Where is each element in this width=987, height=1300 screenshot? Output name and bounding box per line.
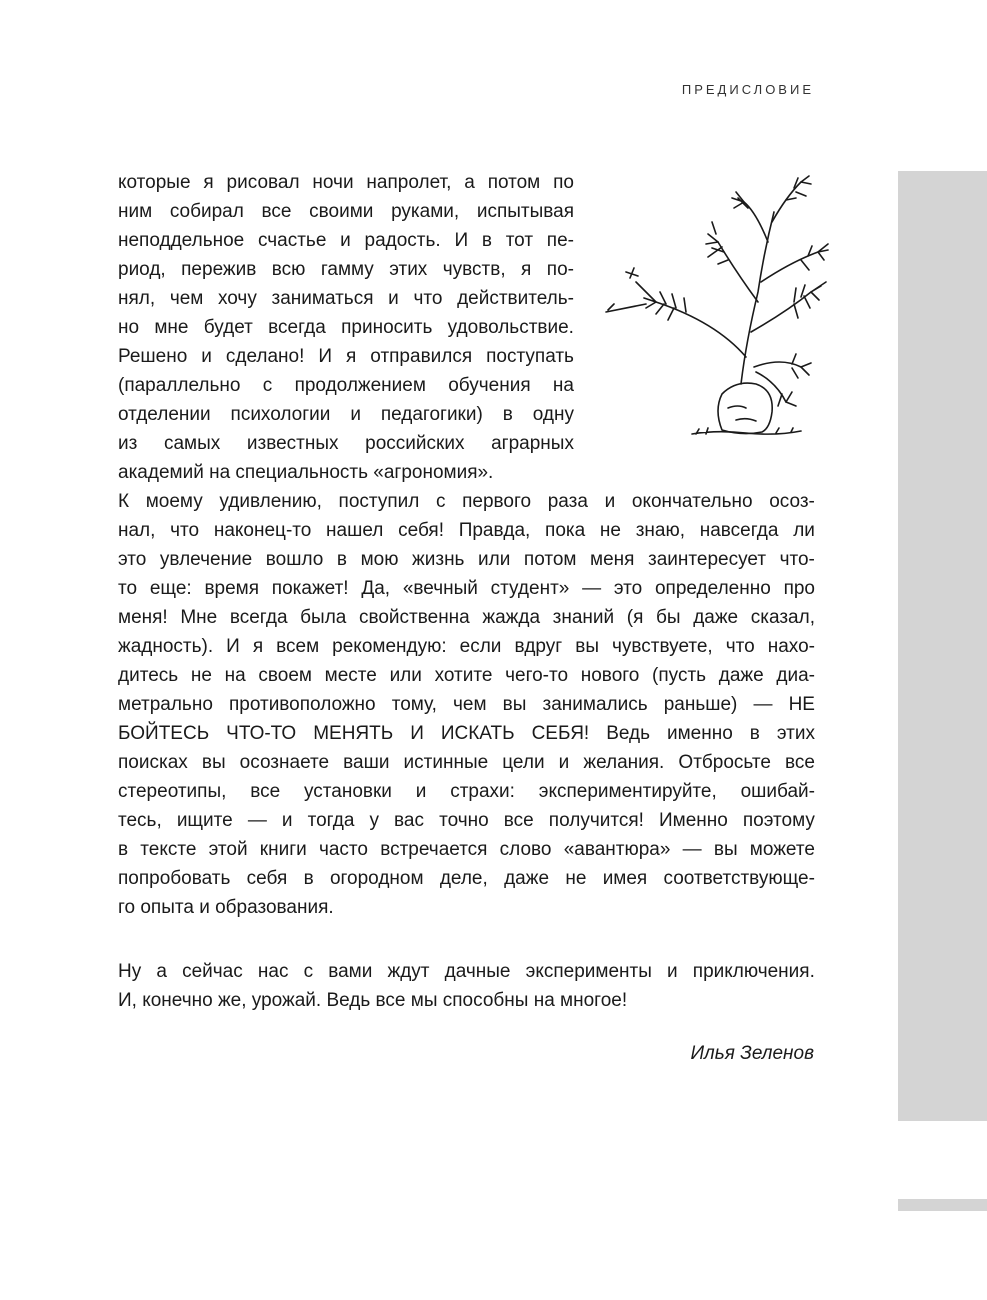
word: что-: [779, 549, 815, 570]
word: в: [118, 839, 129, 860]
word: по: [553, 172, 574, 193]
word: и: [388, 288, 399, 309]
word: наконец-то: [213, 520, 312, 541]
word: —: [582, 578, 602, 599]
word: Ну: [118, 961, 142, 982]
word: потом: [487, 172, 541, 193]
word: жизнь: [412, 549, 465, 570]
word: вы: [201, 752, 226, 773]
text-line: [118, 748, 815, 777]
word: (пусть: [652, 665, 707, 686]
word: этих: [776, 723, 815, 744]
word: ждут: [387, 961, 430, 982]
chapter-side-tab: [898, 171, 987, 1121]
text-line: [118, 835, 815, 864]
word: всегда: [229, 607, 288, 628]
word: К: [118, 491, 130, 512]
word: я: [252, 636, 264, 657]
word: будет: [203, 317, 253, 338]
word: вы: [502, 694, 527, 715]
word: и: [415, 781, 427, 802]
word: а: [156, 961, 167, 982]
word: напролет,: [366, 172, 452, 193]
word: пока: [545, 520, 586, 541]
word: гамму: [320, 259, 374, 280]
word: если: [459, 636, 502, 657]
word: получится!: [548, 810, 644, 831]
word: осознаете: [239, 752, 330, 773]
word: ним: [118, 201, 153, 222]
word: продолжением: [294, 375, 426, 396]
word: а: [464, 172, 475, 193]
word: счастье: [257, 230, 327, 251]
word: все: [250, 781, 281, 802]
word: отделении: [118, 404, 211, 425]
word: цели: [502, 752, 545, 773]
word: самых: [163, 433, 221, 454]
word: поступил: [338, 491, 420, 512]
word: вошло: [265, 549, 324, 570]
text-line: [118, 342, 574, 371]
word: у: [369, 810, 379, 831]
word: МЕНЯТЬ: [313, 723, 394, 744]
word: приносить: [341, 317, 433, 338]
word: тот: [505, 230, 534, 251]
word: заинтересует: [648, 549, 767, 570]
word: —: [753, 694, 773, 715]
word: в: [502, 404, 513, 425]
word: «вечный: [402, 578, 478, 599]
word: своем: [258, 665, 312, 686]
word: хочу: [218, 288, 257, 309]
word: заниматься: [271, 288, 374, 309]
word: поступать: [486, 346, 574, 367]
leaf: [794, 282, 826, 318]
word: чем: [169, 288, 204, 309]
word: на: [552, 375, 574, 396]
word: вы: [575, 636, 599, 657]
word: с: [303, 961, 314, 982]
word: тогда: [307, 810, 355, 831]
word: нас: [257, 961, 289, 982]
word: тексте: [140, 839, 197, 860]
text-line: [118, 986, 815, 1015]
text-line: [118, 313, 574, 342]
line-text: го опыта и образования.: [118, 897, 334, 918]
text-line: [118, 487, 815, 516]
word: еще:: [149, 578, 192, 599]
word: И: [454, 230, 469, 251]
word: пережив: [181, 259, 257, 280]
word: этой: [208, 839, 248, 860]
word: обучения: [448, 375, 531, 396]
text-line: [118, 806, 815, 835]
word: радость.: [364, 230, 441, 251]
word: этих: [389, 259, 428, 280]
word: сказал,: [750, 607, 815, 628]
word: рисовал: [226, 172, 300, 193]
word: про: [783, 578, 815, 599]
word: ЧТО-ТО: [226, 723, 297, 744]
word: удовольствие.: [447, 317, 574, 338]
word: противоположно: [228, 694, 376, 715]
word: чувствуете,: [612, 636, 713, 657]
word: была: [300, 607, 347, 628]
word: книги: [259, 839, 307, 860]
word: не: [190, 665, 212, 686]
word: имея: [602, 868, 648, 889]
text-line: [118, 661, 815, 690]
text-line: [118, 603, 815, 632]
word: студент»: [490, 578, 570, 599]
word: испытывая: [476, 201, 574, 222]
text-line: [118, 371, 574, 400]
word: бы: [656, 607, 681, 628]
word: и: [340, 230, 351, 251]
word: ищите: [176, 810, 233, 831]
word: Правда,: [458, 520, 531, 541]
word: вы: [713, 839, 738, 860]
word: это: [118, 549, 147, 570]
text-line: [118, 864, 815, 893]
word: все: [503, 810, 534, 831]
word: слово: [499, 839, 552, 860]
word: БОЙТЕСЬ: [118, 723, 210, 744]
line-text: И, конечно же, урожай. Ведь все мы способны на многое!: [118, 990, 628, 1011]
text-line: [118, 719, 815, 748]
text-line: [118, 197, 574, 226]
text-line: [118, 777, 815, 806]
word: нал,: [118, 520, 156, 541]
word: стереотипы,: [118, 781, 227, 802]
word: нял,: [118, 288, 156, 309]
word: тесь,: [118, 810, 162, 831]
word: рекомендую:: [332, 636, 447, 657]
word: И: [318, 346, 333, 367]
carrot-stem: [741, 212, 774, 384]
word: осоз-: [769, 491, 815, 512]
word: ли: [793, 520, 815, 541]
word: дитесь: [118, 665, 179, 686]
word: удивлению,: [219, 491, 322, 512]
word: желания.: [583, 752, 665, 773]
word: экспериментируйте,: [538, 781, 717, 802]
page-edge-marker: [898, 1199, 987, 1211]
word: жажда: [482, 607, 541, 628]
word: поисках: [118, 752, 188, 773]
word: российских: [365, 433, 465, 454]
word: и: [281, 810, 293, 831]
word: часто: [318, 839, 368, 860]
word: страхи:: [450, 781, 515, 802]
word: вами: [328, 961, 373, 982]
word: из: [118, 433, 138, 454]
word: мне: [154, 317, 189, 338]
text-line: [118, 458, 574, 487]
word: огородном: [329, 868, 424, 889]
word: в: [336, 549, 348, 570]
word: сделано!: [225, 346, 305, 367]
word: Решено: [118, 346, 188, 367]
word: нахо-: [767, 636, 815, 657]
word: Ведь: [606, 723, 651, 744]
word: я: [203, 172, 214, 193]
word: даже: [504, 868, 550, 889]
word: ваши: [343, 752, 390, 773]
word: и: [604, 491, 616, 512]
word: аграрных: [491, 433, 574, 454]
word: все: [784, 752, 815, 773]
word: педагогики): [380, 404, 483, 425]
word: что: [170, 520, 200, 541]
word: с: [435, 491, 446, 512]
word: ИСКАТЬ: [440, 723, 515, 744]
word: чем: [453, 694, 487, 715]
word: моему: [145, 491, 203, 512]
word: я: [521, 259, 532, 280]
text-line: [118, 168, 574, 197]
word: это: [613, 578, 643, 599]
text-line: [118, 545, 815, 574]
word: в: [481, 230, 492, 251]
word: собирал: [169, 201, 244, 222]
word: пе-: [546, 230, 574, 251]
word: НЕ: [788, 694, 815, 715]
word: риод,: [118, 259, 166, 280]
paragraph-main-text: [118, 487, 815, 922]
word: отправился: [370, 346, 473, 367]
running-header: ПРЕДИСЛОВИЕ: [681, 82, 814, 97]
text-line: [118, 226, 574, 255]
word: неподдельное: [118, 230, 245, 251]
leaf: [606, 268, 686, 320]
text-line: [118, 957, 815, 986]
word: себя!: [398, 520, 444, 541]
word: И: [410, 723, 424, 744]
text-line: [118, 400, 574, 429]
word: все: [261, 201, 292, 222]
word: и: [201, 346, 212, 367]
word: соответствующе-: [663, 868, 815, 889]
word: эксперименты: [525, 961, 652, 982]
word: потом: [523, 549, 577, 570]
word: навсегда: [699, 520, 779, 541]
word: поэтому: [742, 810, 815, 831]
word: известных: [246, 433, 339, 454]
author-signature: Илья Зеленов: [690, 1043, 814, 1064]
word: встречается: [380, 839, 488, 860]
word: СЕБЯ!: [531, 723, 590, 744]
word: определенно: [654, 578, 771, 599]
paragraph-closing-text: [118, 957, 815, 1015]
word: сейчас: [182, 961, 243, 982]
word: «авантюра»: [563, 839, 671, 860]
word: что: [725, 636, 755, 657]
word: И: [226, 636, 240, 657]
word: ночи: [312, 172, 354, 193]
leaf: [786, 176, 811, 200]
word: —: [682, 839, 702, 860]
leaf: [732, 192, 748, 208]
word: одну: [532, 404, 574, 425]
line-text: академий на специальность «агрономия».: [118, 462, 494, 483]
text-line: [118, 516, 815, 545]
word: психологии: [230, 404, 331, 425]
word: диа-: [776, 665, 815, 686]
word: деле,: [439, 868, 488, 889]
word: окончательно: [631, 491, 753, 512]
word: с: [262, 375, 273, 396]
word: в: [749, 723, 760, 744]
word: не: [599, 520, 621, 541]
word: —: [247, 810, 267, 831]
word: действитель-: [457, 288, 574, 309]
text-line: [118, 690, 815, 719]
leaf: [706, 222, 728, 264]
word: тому,: [391, 694, 437, 715]
word: время: [204, 578, 260, 599]
word: то: [118, 578, 138, 599]
word: точно: [439, 810, 489, 831]
word: что: [413, 288, 443, 309]
word: нашел: [326, 520, 384, 541]
word: занимались: [542, 694, 648, 715]
word: чего-то: [505, 665, 569, 686]
paragraph-wrapped-text: [118, 168, 574, 487]
word: Отбросьте: [678, 752, 771, 773]
word: знаний: [552, 607, 615, 628]
text-line: [118, 429, 574, 458]
word: которые: [118, 172, 191, 193]
word: и: [558, 752, 570, 773]
word: или: [389, 665, 422, 686]
word: попробовать: [118, 868, 231, 889]
word: Мне: [180, 607, 218, 628]
word: всем: [276, 636, 320, 657]
word: меня!: [118, 607, 168, 628]
word: установки: [304, 781, 392, 802]
word: знаю,: [635, 520, 685, 541]
word: ошибай-: [740, 781, 815, 802]
word: и: [350, 404, 361, 425]
word: по-: [546, 259, 574, 280]
word: всегда: [268, 317, 326, 338]
word: дачные: [444, 961, 511, 982]
word: в: [303, 868, 314, 889]
word: метрально: [118, 694, 213, 715]
word: истинные: [403, 752, 489, 773]
text-line: [118, 632, 815, 661]
word: месте: [324, 665, 377, 686]
word: я: [346, 346, 357, 367]
word: (параллельно: [118, 375, 241, 396]
word: первого: [462, 491, 532, 512]
leaf: [792, 354, 811, 378]
word: нового: [580, 665, 640, 686]
word: мою: [360, 549, 399, 570]
word: вдруг: [514, 636, 563, 657]
word: даже: [718, 665, 764, 686]
word: раньше): [663, 694, 738, 715]
word: вас: [394, 810, 424, 831]
word: не: [565, 868, 587, 889]
word: жадность).: [118, 636, 214, 657]
text-line: [118, 284, 574, 313]
carrot-plant-icon: [596, 172, 841, 442]
word: руками,: [391, 201, 460, 222]
text-line: [118, 893, 815, 922]
word: хотите: [434, 665, 493, 686]
word: меня: [590, 549, 635, 570]
word: Да,: [361, 578, 391, 599]
word: раза: [547, 491, 588, 512]
word: даже: [693, 607, 739, 628]
word: всю: [271, 259, 306, 280]
word: приключения.: [692, 961, 815, 982]
text-line: [118, 574, 815, 603]
word: или: [478, 549, 511, 570]
word: Именно: [658, 810, 728, 831]
word: можете: [749, 839, 815, 860]
word: на: [224, 665, 246, 686]
word: покажет!: [271, 578, 349, 599]
word: но: [118, 317, 140, 338]
word: увлечение: [159, 549, 253, 570]
word: и: [667, 961, 678, 982]
word: своими: [309, 201, 374, 222]
word: именно: [667, 723, 733, 744]
word: чувств,: [442, 259, 506, 280]
word: себя: [246, 868, 288, 889]
word: (я: [626, 607, 644, 628]
word: свойственна: [358, 607, 470, 628]
text-line: [118, 255, 574, 284]
